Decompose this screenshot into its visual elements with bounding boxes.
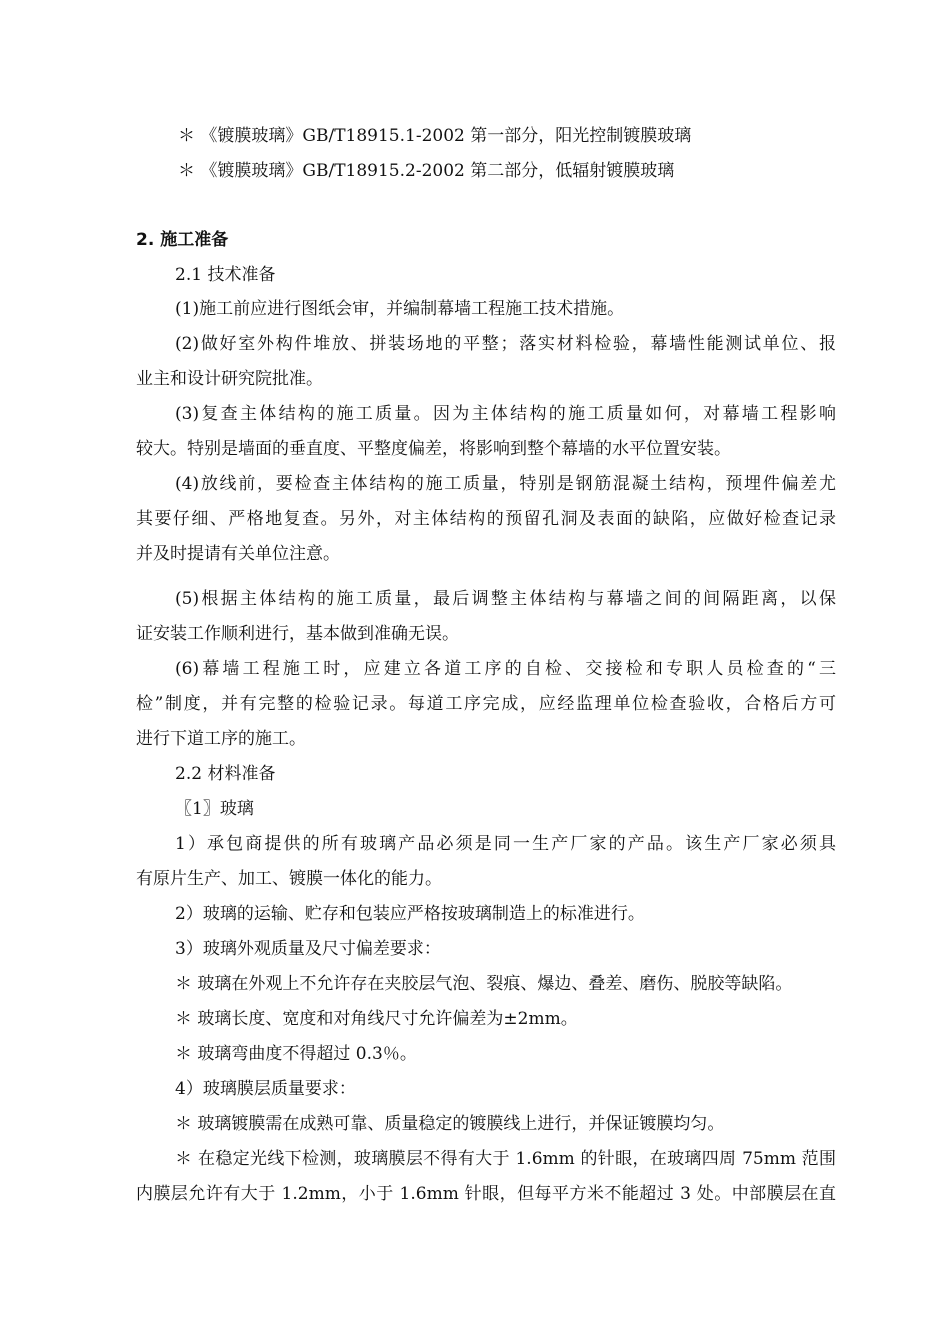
subsection-heading-material: 2.2 材料准备 [175,764,276,784]
subsection-heading-tech: 2.1 技术准备 [175,265,276,285]
section-heading: 2. 施工准备 [136,230,229,250]
glass-heading: 〖1〗玻璃 [175,799,254,819]
reference-item: ＊ 《镀膜玻璃》GB/T18915.2-2002 第二部分，低辐射镀膜玻璃 [178,161,675,181]
paragraph-line: (3)复查主体结构的施工质量。因为主体结构的施工质量如何，对幕墙工程影响 [175,404,836,424]
paragraph-line: 检”制度，并有完整的检验记录。每道工序完成，应经监理单位检查验收，合格后方可 [136,694,836,714]
paragraph-line: 4）玻璃膜层质量要求： [175,1079,356,1099]
paragraph-line: 1）承包商提供的所有玻璃产品必须是同一生产厂家的产品。该生产厂家必须具 [175,834,836,854]
paragraph-line: 业主和设计研究院批准。 [136,369,323,389]
paragraph-line: 2）玻璃的运输、贮存和包装应严格按玻璃制造上的标准进行。 [175,904,645,924]
reference-item: ＊ 《镀膜玻璃》GB/T18915.1-2002 第一部分，阳光控制镀膜玻璃 [178,126,692,146]
paragraph-line: (5)根据主体结构的施工质量，最后调整主体结构与幕墙之间的间隔距离，以保 [175,589,836,609]
paragraph-line: 有原片生产、加工、镀膜一体化的能力。 [136,869,442,889]
bullet-line: ＊ 玻璃镀膜需在成熟可靠、质量稳定的镀膜线上进行，并保证镀膜均匀。 [175,1114,725,1134]
paragraph-line: (6)幕墙工程施工时，应建立各道工序的自检、交接检和专职人员检查的“三 [175,659,836,679]
bullet-line: ＊ 玻璃弯曲度不得超过 0.3％。 [175,1044,417,1064]
paragraph-line: 证安装工作顺利进行，基本做到准确无误。 [136,624,459,644]
paragraph-line: 3）玻璃外观质量及尺寸偏差要求： [175,939,441,959]
bullet-line: ＊ 在稳定光线下检测，玻璃膜层不得有大于 1.6mm 的针眼，在玻璃四周 75mm 范围 [175,1149,836,1169]
bullet-line: ＊ 玻璃在外观上不允许存在夹胶层气泡、裂痕、爆边、叠差、磨伤、脱胶等缺陷。 [175,974,793,994]
paragraph-line: (4)放线前，要检查主体结构的施工质量，特别是钢筋混凝土结构，预埋件偏差尤 [175,474,836,494]
paragraph-line: 进行下道工序的施工。 [136,729,306,749]
paragraph-line: 并及时提请有关单位注意。 [136,544,340,564]
paragraph-line: 较大。特别是墙面的垂直度、平整度偏差，将影响到整个幕墙的水平位置安装。 [136,439,731,459]
paragraph-line: 内膜层允许有大于 1.2mm，小于 1.6mm 针眼，但每平方米不能超过 3 处。中部膜层在直 [136,1184,836,1204]
bullet-line: ＊ 玻璃长度、宽度和对角线尺寸允许偏差为±2mm。 [175,1009,578,1029]
paragraph-line: (2)做好室外构件堆放、拼装场地的平整；落实材料检验，幕墙性能测试单位、报 [175,334,836,354]
paragraph-line: 其要仔细、严格地复查。另外，对主体结构的预留孔洞及表面的缺陷，应做好检查记录 [136,509,836,529]
paragraph-line: (1)施工前应进行图纸会审，并编制幕墙工程施工技术措施。 [175,299,625,319]
